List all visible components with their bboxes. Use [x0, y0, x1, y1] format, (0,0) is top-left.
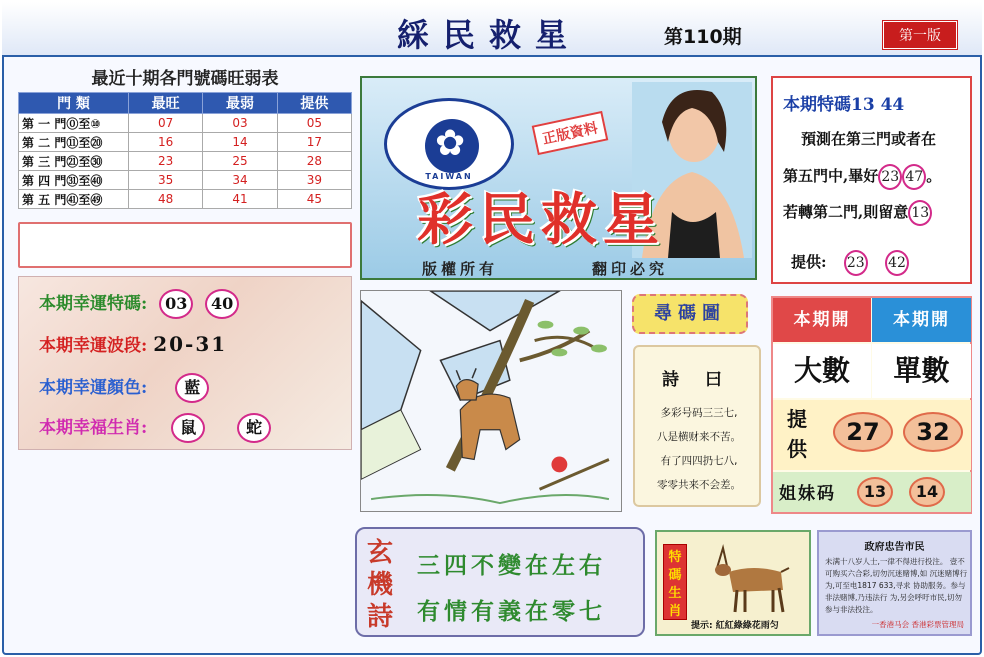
lucky-range-value: 20-31 — [153, 332, 228, 356]
poem-line: 零零共来不会差。 — [657, 479, 741, 491]
special-prediction — [771, 76, 972, 284]
table-row — [19, 133, 352, 152]
result-header-size: 本期開 — [773, 298, 871, 342]
result-header-parity: 本期開 — [872, 298, 971, 342]
row-name: 第 五 門㊶至㊾ — [19, 190, 129, 209]
provided-label: 提供 — [787, 407, 807, 461]
provided-numbers — [773, 400, 971, 470]
mystic-poem — [355, 527, 645, 637]
stats-header: 門 類 — [19, 93, 129, 114]
row-name: 第 四 門㉛至㊵ — [19, 171, 129, 190]
authentic-stamp: 正版資料 — [532, 111, 609, 155]
stats-header: 最旺 — [129, 93, 203, 114]
cell-min: 34 — [203, 171, 277, 190]
special-number: 23 — [878, 164, 902, 190]
poem-line: 八是横财来不苦。 — [657, 431, 741, 443]
special-line-3-text: 若轉第二門,則留意 — [783, 203, 909, 221]
notice-title: 政府忠告市民 — [864, 542, 925, 553]
table-row — [19, 114, 352, 133]
plum-blossom-icon — [425, 119, 479, 173]
cell-min: 25 — [203, 152, 277, 171]
cell-min: 14 — [203, 133, 277, 152]
lucky-zodiac-label: 本期幸福生肖: — [39, 418, 148, 438]
lucky-panel — [18, 276, 352, 450]
special-line-3 — [783, 200, 932, 226]
zodiac-hint: 提示: 紅紅綠綠花雨匀 — [691, 621, 779, 631]
stats-table — [18, 92, 352, 209]
cell-provide: 39 — [277, 171, 351, 190]
zodiac-tag: 特碼生肖 — [663, 544, 687, 620]
page-title: 綵民救星 — [397, 16, 582, 54]
row-name: 第 三 門㉑至㉚ — [19, 152, 129, 171]
notice-body: 未满十八岁人士,一律不得进行投注。 壹不可购买六合彩,切勿沉迷赌博,如 沉迷赌博行为,可至电1817 633,寻求 协助服务。参与非法赌博,乃违法行 为,另会呼吁市民,切勿参与非法投注。 — [825, 557, 968, 614]
cell-provide: 45 — [277, 190, 351, 209]
cell-provide: 17 — [277, 133, 351, 152]
cell-provide: 28 — [277, 152, 351, 171]
special-line-4 — [791, 250, 909, 276]
goat-icon — [703, 538, 803, 616]
lucky-number-1: 03 — [159, 289, 193, 319]
edition-badge: 第一版 — [883, 21, 957, 49]
emblem-text: TAIWAN — [425, 172, 473, 181]
lucky-range-row — [39, 331, 227, 356]
mystic-poem-label: 玄機詩 — [367, 538, 394, 632]
mystic-poem-line-1: 三四不變在左右 — [417, 552, 606, 579]
table-row — [19, 171, 352, 190]
cell-max: 35 — [129, 171, 203, 190]
issue-number: 第110期 — [664, 26, 742, 48]
zodiac-panel — [655, 530, 811, 636]
stats-header: 提供 — [277, 93, 351, 114]
government-notice — [817, 530, 972, 636]
lucky-special-row — [39, 289, 239, 319]
provided-number-2: 32 — [903, 412, 963, 452]
row-name: 第 二 門⑪至⑳ — [19, 133, 129, 152]
lucky-zodiac-2: 蛇 — [237, 413, 271, 443]
result-parity: 單數 — [872, 344, 971, 398]
blank-panel — [18, 222, 352, 268]
sister-number-2: 14 — [909, 477, 945, 507]
brand-banner — [360, 76, 757, 280]
lucky-zodiac-row — [39, 413, 271, 443]
banner-title: 彩民救星 — [417, 187, 665, 253]
special-provide-label: 提供: — [791, 253, 827, 271]
notice-signature: 一香港马会 香港彩票管理局 — [871, 620, 964, 629]
special-number: 47 — [902, 164, 926, 190]
mystic-poem-line-2: 有情有義在零七 — [417, 598, 606, 625]
result-size: 大數 — [773, 344, 871, 398]
cell-min: 03 — [203, 114, 277, 133]
banner-copyright: 版權所有 — [422, 260, 499, 278]
sister-label: 姐妹码 — [779, 484, 836, 504]
special-title: 本期特碼13 44 — [783, 95, 905, 115]
puzzle-illustration — [360, 290, 622, 512]
lucky-color-value: 藍 — [175, 373, 209, 403]
stats-header: 最弱 — [203, 93, 277, 114]
cell-min: 41 — [203, 190, 277, 209]
lucky-range-label: 本期幸運波段: — [39, 336, 148, 356]
poem-line: 有了四四扔七八, — [660, 455, 738, 467]
header-bar — [2, 2, 982, 57]
result-panel — [771, 296, 972, 514]
lucky-color-label: 本期幸運顏色: — [39, 378, 148, 398]
sister-numbers — [773, 472, 971, 512]
puzzle-title: 尋碼圖 — [632, 294, 748, 334]
special-line-2-end: 。 — [926, 167, 942, 185]
special-number: 13 — [908, 200, 932, 226]
table-row — [19, 152, 352, 171]
lucky-number-2: 40 — [205, 289, 239, 319]
banner-no-copy: 翻印必究 — [592, 260, 669, 278]
cell-max: 16 — [129, 133, 203, 152]
row-name: 第 一 門⓪至⑩ — [19, 114, 129, 133]
special-line-2-text: 第五門中,畢好 — [783, 167, 879, 185]
poem-line: 多彩号码三三七, — [660, 407, 738, 419]
lucky-special-label: 本期幸運特碼: — [39, 294, 148, 314]
stats-header-row — [19, 93, 352, 114]
stats-table-title: 最近十期各門號碼旺弱表 — [91, 69, 279, 89]
puzzle-scroll — [633, 345, 761, 507]
special-line-2 — [783, 164, 941, 190]
cell-provide: 05 — [277, 114, 351, 133]
lucky-zodiac-1: 鼠 — [171, 413, 205, 443]
special-line-1: 預測在第三門或者在 — [801, 130, 937, 148]
cell-max: 48 — [129, 190, 203, 209]
sister-number-1: 13 — [857, 477, 893, 507]
cell-max: 07 — [129, 114, 203, 133]
cell-max: 23 — [129, 152, 203, 171]
table-row — [19, 190, 352, 209]
poem-title: 詩 曰 — [662, 370, 732, 390]
lucky-color-row — [39, 373, 209, 403]
special-number: 42 — [885, 250, 909, 276]
provided-number-1: 27 — [833, 412, 893, 452]
special-number: 23 — [844, 250, 868, 276]
